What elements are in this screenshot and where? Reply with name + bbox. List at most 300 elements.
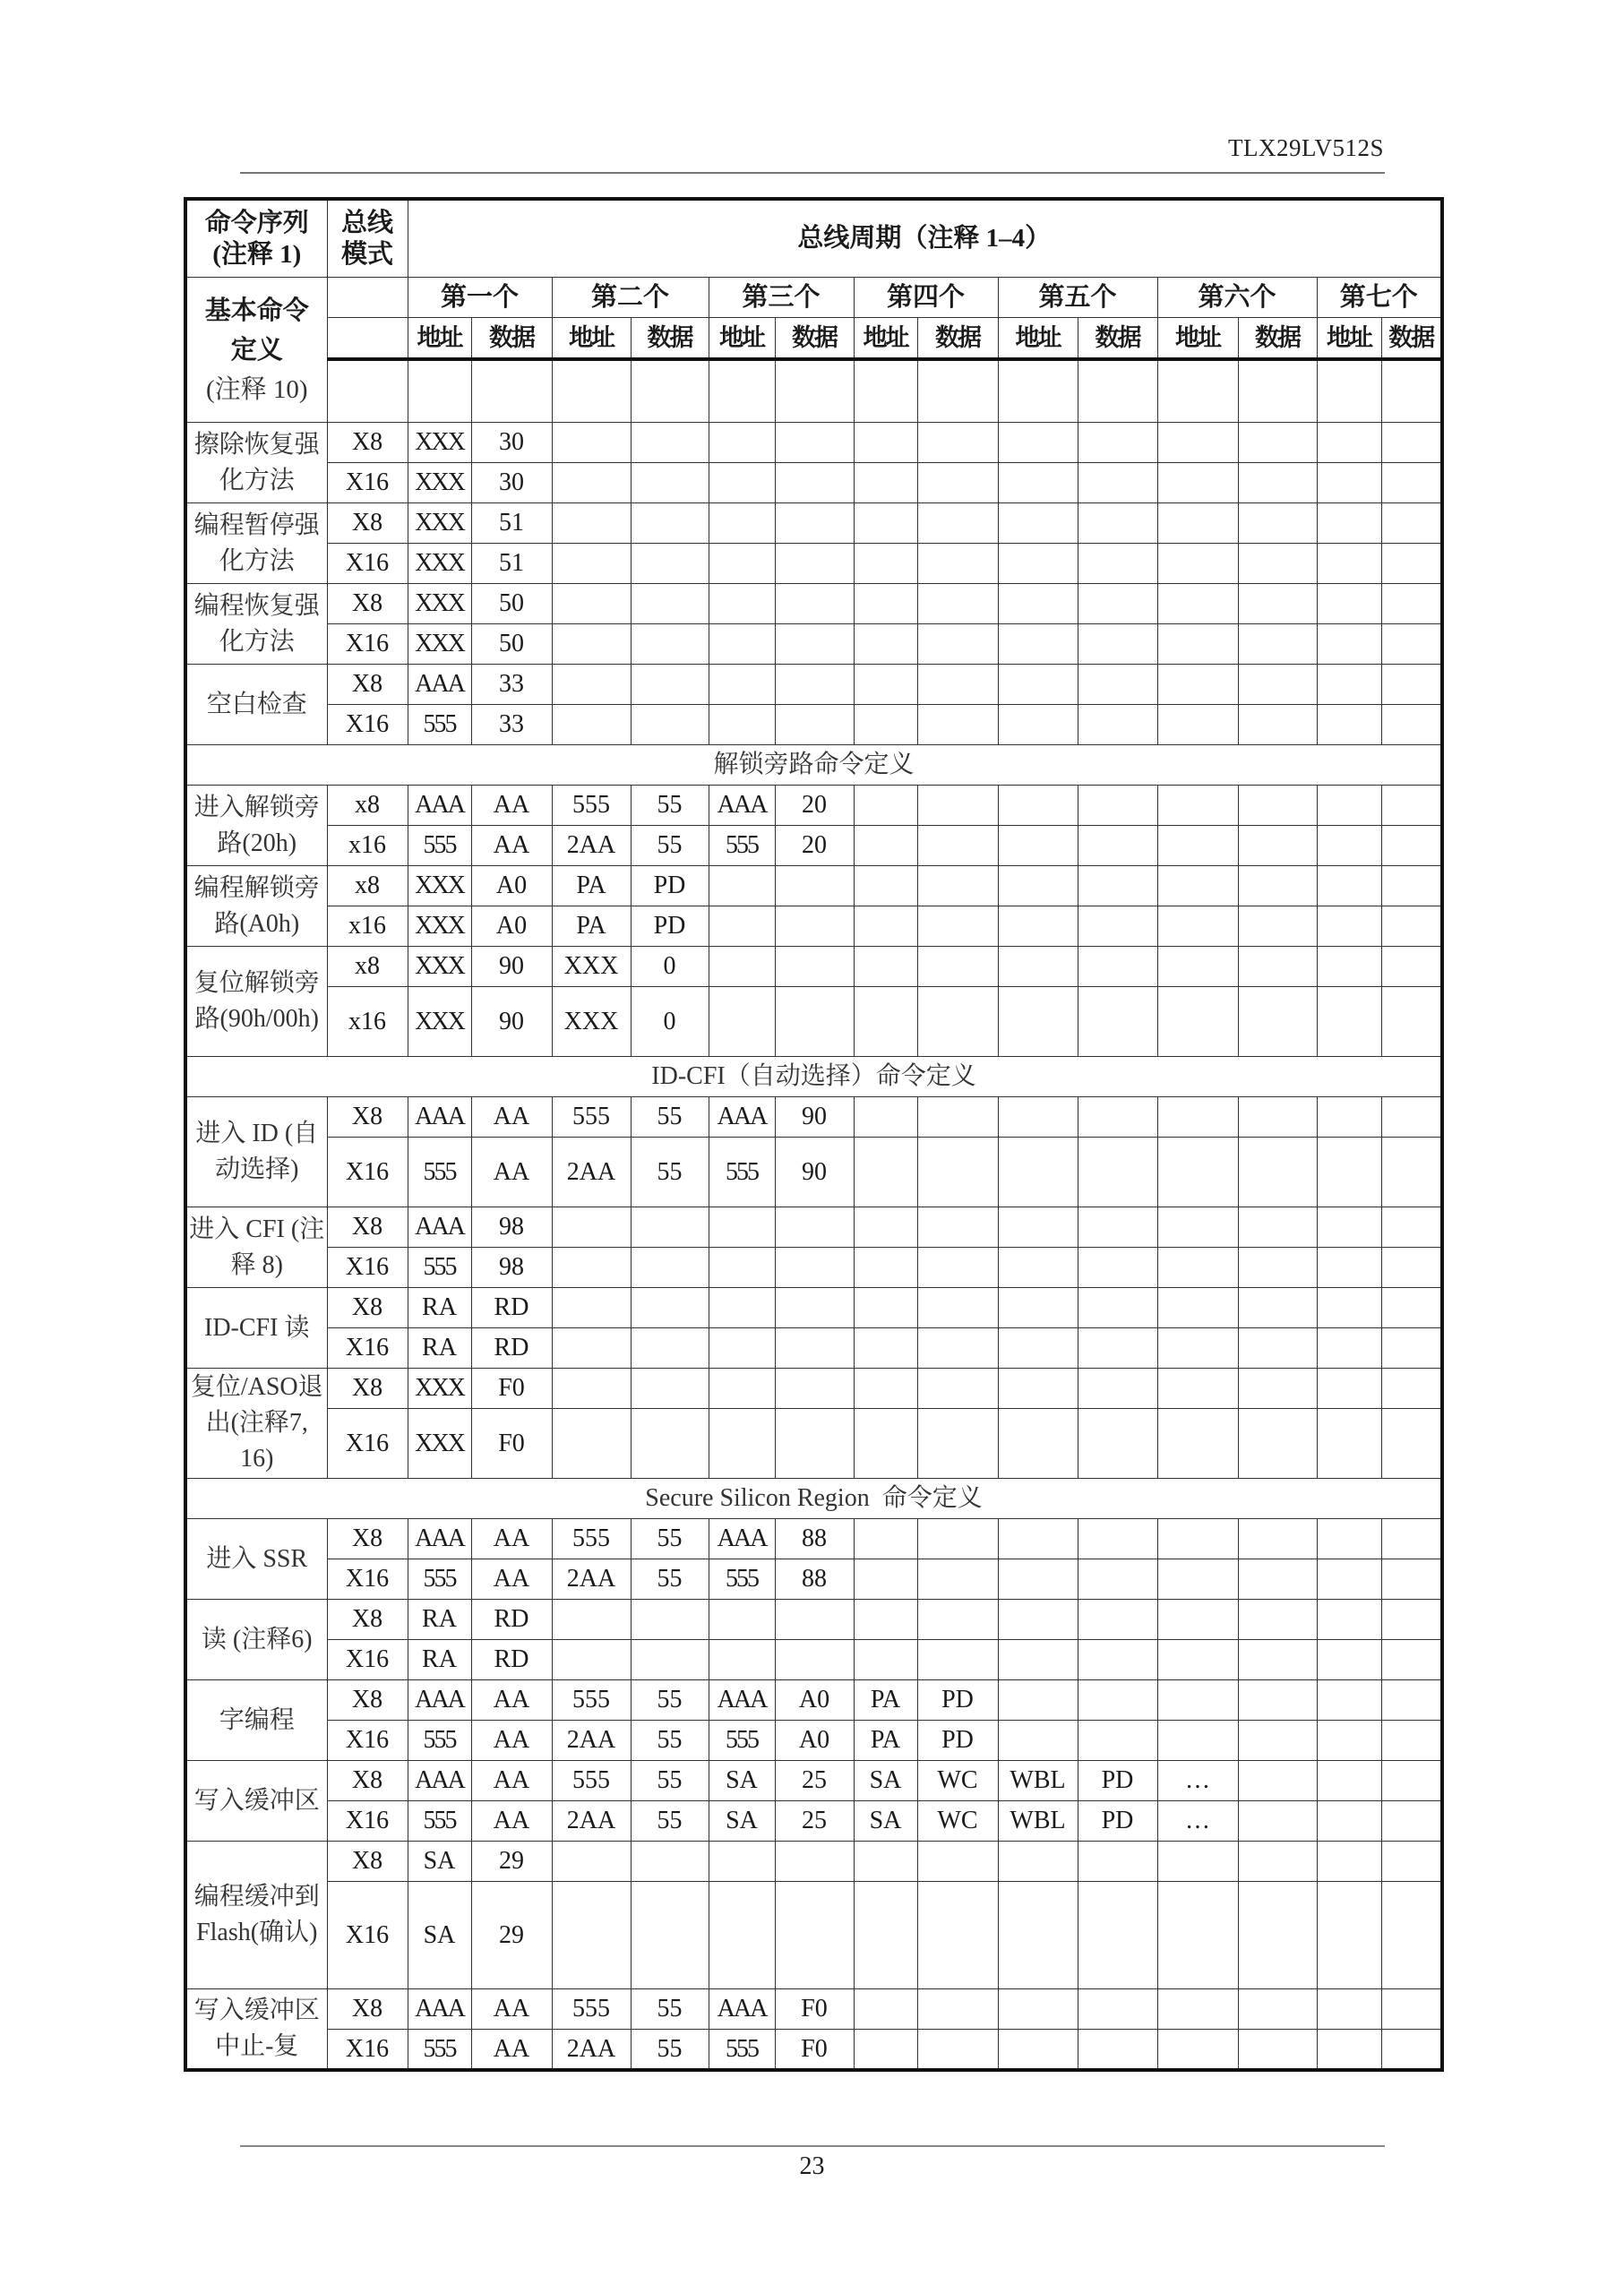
data-cell xyxy=(1078,1559,1157,1600)
command-name: 字编程 xyxy=(185,1680,327,1761)
address-cell xyxy=(1157,1288,1238,1328)
data-cell xyxy=(631,544,709,584)
data-cell xyxy=(917,1248,998,1288)
address-cell xyxy=(1157,544,1238,584)
data-cell xyxy=(775,1842,854,1882)
data-cell xyxy=(917,1989,998,2030)
address-cell: AAA xyxy=(709,786,775,826)
bus-mode: X16 xyxy=(327,1559,408,1600)
data-cell xyxy=(631,1842,709,1882)
address-cell xyxy=(1157,786,1238,826)
address-cell xyxy=(552,1369,631,1409)
data-cell xyxy=(1381,1369,1442,1409)
address-cell xyxy=(1317,1640,1381,1680)
footer-rule xyxy=(240,2145,1385,2147)
data-column-header: 数据 xyxy=(775,318,854,360)
address-cell: 555 xyxy=(552,1519,631,1559)
data-cell: 0 xyxy=(631,947,709,987)
address-cell xyxy=(1157,826,1238,866)
data-cell: RD xyxy=(471,1600,552,1640)
address-cell xyxy=(1317,1559,1381,1600)
cycle-header: 第二个 xyxy=(552,278,709,318)
address-cell xyxy=(709,866,775,906)
data-cell xyxy=(1381,786,1442,826)
data-cell xyxy=(917,1369,998,1409)
address-cell xyxy=(998,987,1078,1057)
data-cell xyxy=(1078,1989,1157,2030)
address-cell xyxy=(1317,705,1381,745)
address-cell: SA xyxy=(709,1761,775,1801)
bus-mode: X16 xyxy=(327,624,408,665)
data-cell: A0 xyxy=(775,1680,854,1721)
header-row-1 xyxy=(185,199,1442,278)
address-cell: … xyxy=(1157,1801,1238,1842)
data-cell xyxy=(1238,1409,1317,1479)
cycle-header: 第三个 xyxy=(709,278,854,318)
data-cell: 88 xyxy=(775,1519,854,1559)
data-cell xyxy=(1078,1138,1157,1207)
address-cell xyxy=(1317,1138,1381,1207)
data-cell xyxy=(917,947,998,987)
data-cell: PD xyxy=(917,1721,998,1761)
address-cell xyxy=(1317,1600,1381,1640)
address-cell xyxy=(1317,947,1381,987)
address-cell xyxy=(552,1328,631,1369)
bus-mode: X16 xyxy=(327,544,408,584)
data-cell: F0 xyxy=(471,1409,552,1479)
address-cell xyxy=(1157,987,1238,1057)
address-cell xyxy=(1157,1882,1238,1989)
command-row xyxy=(185,624,1442,665)
bus-mode: X16 xyxy=(327,1882,408,1989)
address-cell xyxy=(709,665,775,705)
data-cell xyxy=(1381,1842,1442,1882)
address-cell xyxy=(1317,866,1381,906)
data-cell xyxy=(1078,1842,1157,1882)
data-cell xyxy=(917,786,998,826)
address-cell xyxy=(1157,1721,1238,1761)
address-cell: XXX xyxy=(408,584,471,624)
data-cell xyxy=(1078,705,1157,745)
command-row xyxy=(185,947,1442,987)
address-cell: XXX xyxy=(408,503,471,544)
address-cell: AAA xyxy=(408,665,471,705)
data-cell xyxy=(1238,1369,1317,1409)
command-row xyxy=(185,1288,1442,1328)
address-cell: XXX xyxy=(408,906,471,947)
data-cell xyxy=(1078,1369,1157,1409)
command-definition-table xyxy=(184,197,1444,2072)
command-row xyxy=(185,906,1442,947)
data-cell xyxy=(1381,866,1442,906)
bus-mode: X16 xyxy=(327,705,408,745)
data-cell xyxy=(775,987,854,1057)
bus-mode: X8 xyxy=(327,1600,408,1640)
address-cell xyxy=(998,1600,1078,1640)
address-cell xyxy=(1317,1882,1381,1989)
bus-mode: X16 xyxy=(327,1328,408,1369)
command-row xyxy=(185,866,1442,906)
address-cell: AAA xyxy=(408,1680,471,1721)
data-cell: 0 xyxy=(631,987,709,1057)
data-cell: 55 xyxy=(631,1519,709,1559)
address-cell xyxy=(1317,544,1381,584)
address-cell xyxy=(1317,1369,1381,1409)
address-cell xyxy=(1157,624,1238,665)
data-cell xyxy=(1078,1288,1157,1328)
data-cell xyxy=(631,1409,709,1479)
address-cell xyxy=(1317,826,1381,866)
address-cell xyxy=(854,584,917,624)
data-cell xyxy=(917,624,998,665)
command-row xyxy=(185,1207,1442,1248)
data-cell: 20 xyxy=(775,826,854,866)
data-cell: 55 xyxy=(631,1559,709,1600)
data-column-header: 数据 xyxy=(1381,318,1442,360)
address-cell: RA xyxy=(408,1288,471,1328)
command-name: 擦除恢复强化方法 xyxy=(185,423,327,503)
address-cell xyxy=(998,826,1078,866)
data-cell: AA xyxy=(471,1801,552,1842)
data-cell xyxy=(1381,2030,1442,2071)
address-cell xyxy=(709,1248,775,1288)
data-cell xyxy=(1078,1640,1157,1680)
command-row xyxy=(185,1640,1442,1680)
address-cell xyxy=(854,1842,917,1882)
empty-cell xyxy=(1381,359,1442,423)
address-cell: AAA xyxy=(408,1989,471,2030)
bus-cycles-header: 总线周期（注释 1–4） xyxy=(408,199,1442,278)
address-cell: 555 xyxy=(552,1761,631,1801)
data-cell xyxy=(1238,1288,1317,1328)
address-cell xyxy=(998,1640,1078,1680)
bus-mode: X8 xyxy=(327,584,408,624)
bus-mode: X8 xyxy=(327,1680,408,1721)
address-cell: 555 xyxy=(408,705,471,745)
bus-mode-label-1: 总线 xyxy=(340,208,393,237)
address-cell xyxy=(1157,1600,1238,1640)
data-column-header: 数据 xyxy=(471,318,552,360)
address-cell xyxy=(998,2030,1078,2071)
address-column-header: 地址 xyxy=(408,318,471,360)
address-cell xyxy=(998,1842,1078,1882)
data-cell xyxy=(775,1409,854,1479)
data-cell xyxy=(1238,463,1317,503)
address-cell xyxy=(998,544,1078,584)
data-cell xyxy=(1238,1882,1317,1989)
data-cell xyxy=(917,2030,998,2071)
data-cell xyxy=(1078,544,1157,584)
address-cell xyxy=(1157,1328,1238,1369)
address-column-header: 地址 xyxy=(552,318,631,360)
address-cell: XXX xyxy=(408,544,471,584)
address-cell xyxy=(854,1288,917,1328)
address-cell xyxy=(1317,423,1381,463)
bus-mode: X8 xyxy=(327,1369,408,1409)
data-cell xyxy=(917,423,998,463)
command-name: 进入 ID (自动选择) xyxy=(185,1097,327,1207)
data-cell: AA xyxy=(471,2030,552,2071)
empty-cell xyxy=(1157,359,1238,423)
data-cell xyxy=(1381,1761,1442,1801)
command-sequence-label: 命令序列 xyxy=(204,208,309,237)
data-cell xyxy=(917,1409,998,1479)
address-cell: 2AA xyxy=(552,2030,631,2071)
data-cell xyxy=(1238,1600,1317,1640)
note-1-label: (注释 1) xyxy=(212,239,302,269)
address-cell: XXX xyxy=(408,463,471,503)
address-cell xyxy=(854,1369,917,1409)
address-cell xyxy=(854,866,917,906)
data-cell xyxy=(1381,906,1442,947)
command-name: 进入 SSR xyxy=(185,1519,327,1600)
data-cell xyxy=(1381,826,1442,866)
address-cell xyxy=(854,463,917,503)
address-cell xyxy=(854,1882,917,1989)
section-row xyxy=(185,1479,1442,1519)
data-cell xyxy=(1238,826,1317,866)
address-cell xyxy=(709,463,775,503)
address-cell xyxy=(1317,1097,1381,1138)
data-cell xyxy=(1381,1248,1442,1288)
address-cell: 2AA xyxy=(552,1801,631,1842)
address-cell xyxy=(552,1640,631,1680)
address-cell xyxy=(854,906,917,947)
address-cell xyxy=(1157,1519,1238,1559)
bus-mode: X16 xyxy=(327,2030,408,2071)
address-cell: 555 xyxy=(709,1559,775,1600)
data-cell xyxy=(1381,1801,1442,1842)
data-cell xyxy=(917,1097,998,1138)
address-cell xyxy=(552,503,631,544)
address-cell: 555 xyxy=(552,1989,631,2030)
address-cell: AAA xyxy=(408,786,471,826)
address-cell: 555 xyxy=(709,826,775,866)
empty-cell xyxy=(471,359,552,423)
data-cell xyxy=(1381,544,1442,584)
address-cell: 555 xyxy=(408,826,471,866)
address-cell xyxy=(1317,1721,1381,1761)
data-cell xyxy=(1381,1559,1442,1600)
empty-cell xyxy=(1317,359,1381,423)
data-cell: 25 xyxy=(775,1801,854,1842)
data-cell xyxy=(1238,665,1317,705)
data-cell: 98 xyxy=(471,1207,552,1248)
address-column-header: 地址 xyxy=(854,318,917,360)
data-cell: AA xyxy=(471,1721,552,1761)
address-cell xyxy=(998,1721,1078,1761)
bus-mode: X16 xyxy=(327,1801,408,1842)
data-cell xyxy=(1078,826,1157,866)
address-cell xyxy=(998,1559,1078,1600)
data-cell: 30 xyxy=(471,463,552,503)
data-cell xyxy=(1078,2030,1157,2071)
address-cell: SA xyxy=(854,1801,917,1842)
basic-command-label: 基本命令 xyxy=(204,296,309,325)
data-cell xyxy=(1078,665,1157,705)
address-cell xyxy=(1157,1138,1238,1207)
address-cell xyxy=(709,503,775,544)
data-cell xyxy=(1238,1207,1317,1248)
data-cell xyxy=(631,624,709,665)
data-cell xyxy=(1078,947,1157,987)
bus-mode: X8 xyxy=(327,423,408,463)
data-cell: 90 xyxy=(775,1097,854,1138)
data-cell xyxy=(917,544,998,584)
basic-command-header xyxy=(185,278,327,423)
address-cell xyxy=(709,987,775,1057)
data-cell xyxy=(1238,866,1317,906)
data-cell xyxy=(631,463,709,503)
data-cell xyxy=(1078,786,1157,826)
address-cell xyxy=(854,503,917,544)
address-cell xyxy=(709,1600,775,1640)
data-cell: 25 xyxy=(775,1761,854,1801)
command-row xyxy=(185,987,1442,1057)
address-cell xyxy=(1317,503,1381,544)
address-cell xyxy=(1157,584,1238,624)
command-row xyxy=(185,1559,1442,1600)
address-cell xyxy=(998,1519,1078,1559)
bus-mode: X16 xyxy=(327,1721,408,1761)
address-cell xyxy=(854,1640,917,1680)
address-cell: XXX xyxy=(552,947,631,987)
address-cell xyxy=(998,1207,1078,1248)
data-cell: 30 xyxy=(471,423,552,463)
address-cell xyxy=(709,1288,775,1328)
address-cell xyxy=(998,423,1078,463)
section-title: Secure Silicon Region 命令定义 xyxy=(185,1479,1442,1519)
data-cell xyxy=(775,1248,854,1288)
data-cell xyxy=(917,1882,998,1989)
data-cell xyxy=(1381,1519,1442,1559)
data-cell xyxy=(917,463,998,503)
data-cell xyxy=(1381,1882,1442,1989)
bus-mode: X8 xyxy=(327,1989,408,2030)
address-cell: XXX xyxy=(408,987,471,1057)
data-cell: PD xyxy=(631,866,709,906)
address-cell xyxy=(854,1248,917,1288)
address-cell xyxy=(1157,1248,1238,1288)
data-cell xyxy=(917,866,998,906)
data-cell xyxy=(1078,1882,1157,1989)
data-cell xyxy=(1238,786,1317,826)
address-cell xyxy=(1157,423,1238,463)
command-row xyxy=(185,705,1442,745)
data-cell xyxy=(1238,1640,1317,1680)
bus-mode: x16 xyxy=(327,826,408,866)
data-cell xyxy=(775,503,854,544)
address-column-header: 地址 xyxy=(709,318,775,360)
data-cell xyxy=(1238,1559,1317,1600)
bus-mode: X8 xyxy=(327,503,408,544)
address-cell xyxy=(709,1328,775,1369)
command-row xyxy=(185,1801,1442,1842)
address-cell xyxy=(1317,987,1381,1057)
empty-cell xyxy=(917,359,998,423)
address-cell: SA xyxy=(408,1882,471,1989)
address-cell xyxy=(998,584,1078,624)
address-cell: 555 xyxy=(552,786,631,826)
address-cell xyxy=(1317,1409,1381,1479)
address-cell: 555 xyxy=(709,2030,775,2071)
data-cell: A0 xyxy=(471,866,552,906)
bus-mode: x8 xyxy=(327,866,408,906)
address-cell xyxy=(1157,503,1238,544)
address-cell xyxy=(998,503,1078,544)
command-row xyxy=(185,584,1442,624)
cycle-header: 第七个 xyxy=(1317,278,1442,318)
data-cell xyxy=(631,1288,709,1328)
address-cell xyxy=(1157,1559,1238,1600)
document-code: TLX29LV512S xyxy=(1227,134,1384,161)
data-cell: RD xyxy=(471,1288,552,1328)
address-cell: PA xyxy=(552,906,631,947)
address-cell: XXX xyxy=(408,1369,471,1409)
address-cell: 555 xyxy=(408,1138,471,1207)
data-cell xyxy=(1381,1097,1442,1138)
command-row xyxy=(185,1842,1442,1882)
address-cell xyxy=(998,705,1078,745)
data-cell xyxy=(917,705,998,745)
address-cell xyxy=(998,624,1078,665)
address-cell xyxy=(854,1559,917,1600)
address-cell: RA xyxy=(408,1600,471,1640)
address-cell xyxy=(998,1882,1078,1989)
data-cell xyxy=(1238,1842,1317,1882)
address-cell: XXX xyxy=(552,987,631,1057)
command-name: 复位解锁旁路(90h/00h) xyxy=(185,947,327,1057)
data-cell xyxy=(631,665,709,705)
address-cell: SA xyxy=(854,1761,917,1801)
address-cell xyxy=(709,906,775,947)
data-cell xyxy=(775,584,854,624)
data-cell xyxy=(1238,1519,1317,1559)
empty-cell xyxy=(998,359,1078,423)
data-cell: AA xyxy=(471,1989,552,2030)
command-row xyxy=(185,1138,1442,1207)
data-cell: WC xyxy=(917,1801,998,1842)
empty-cell xyxy=(775,359,854,423)
command-name: 编程解锁旁路(A0h) xyxy=(185,866,327,947)
data-cell xyxy=(1238,1138,1317,1207)
command-name: 写入缓冲区中止-复 xyxy=(185,1989,327,2071)
address-cell xyxy=(552,584,631,624)
address-cell xyxy=(1157,705,1238,745)
section-row xyxy=(185,745,1442,786)
data-cell xyxy=(917,1207,998,1248)
address-cell xyxy=(552,423,631,463)
address-cell xyxy=(1317,1761,1381,1801)
address-cell xyxy=(552,544,631,584)
address-column-header: 地址 xyxy=(1157,318,1238,360)
header-row-3 xyxy=(185,318,1442,360)
bus-mode: X16 xyxy=(327,1640,408,1680)
bus-mode-label-2: 模式 xyxy=(340,239,393,269)
data-cell xyxy=(775,1882,854,1989)
bus-mode: X8 xyxy=(327,1519,408,1559)
command-row xyxy=(185,826,1442,866)
bus-mode: X8 xyxy=(327,1288,408,1328)
data-cell xyxy=(917,1842,998,1882)
address-cell: AAA xyxy=(408,1097,471,1138)
address-cell xyxy=(854,1138,917,1207)
address-cell xyxy=(552,1409,631,1479)
data-cell xyxy=(1078,1409,1157,1479)
data-cell xyxy=(775,906,854,947)
data-cell xyxy=(775,624,854,665)
bus-mode: X16 xyxy=(327,463,408,503)
